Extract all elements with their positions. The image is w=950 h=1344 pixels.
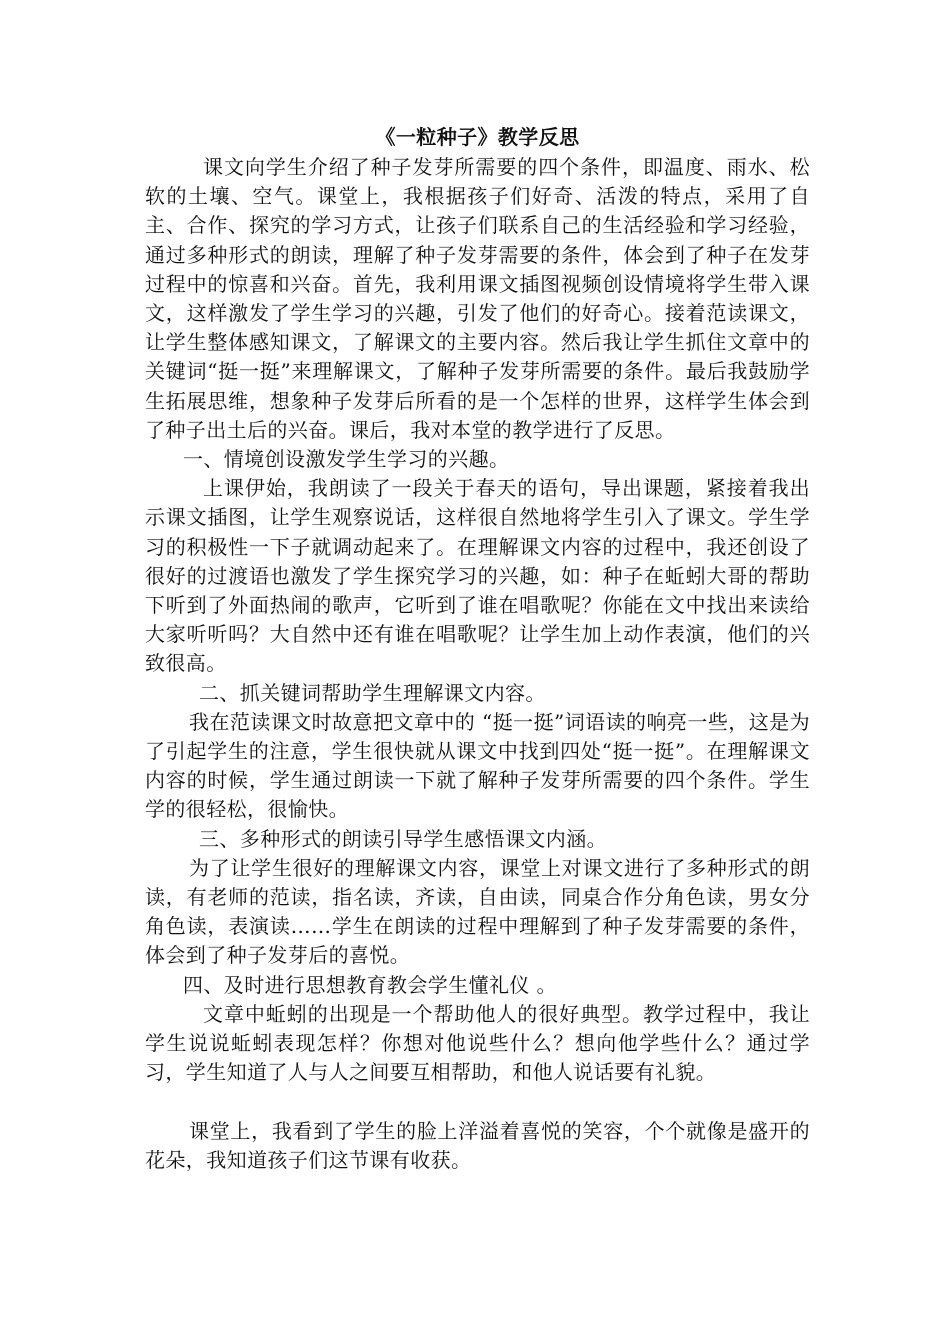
section-2-paragraph: 我在范读课文时故意把文章中的 “挺一挺”词语读的响亮一些，这是为了引起学生的注意，学生很快就从课文中找到四处“挺一挺”。在理解课文内容的时候，学生通过朗读一下就了解种子发芽所需要的四个条件。学生学的很轻松，很愉快。 xyxy=(145,709,810,822)
section-1-heading: 一、情境创设激发学生学习的兴趣。 xyxy=(183,447,510,472)
section-2-heading: 二、抓关键词帮助学生理解课文内容。 xyxy=(199,680,546,705)
section-4-heading: 四、及时进行思想教育教会学生懂礼仪 。 xyxy=(183,972,557,997)
document-title: 《一粒种子》教学反思 xyxy=(375,125,580,149)
section-4-paragraph: 文章中蚯蚓的出现是一个帮助他人的很好典型。教学过程中，我让学生说说蚯蚓表现怎样？你想对他说些什么？想向他学些什么？通过学习，学生知道了人与人之间要互相帮助，和他人说话要有礼貌。 xyxy=(145,1001,810,1085)
document-body xyxy=(145,122,810,1175)
conclusion-paragraph: 课堂上，我看到了学生的脸上洋溢着喜悦的笑容，个个就像是盛开的花朵，我知道孩子们这节课有收获。 xyxy=(145,1118,810,1172)
section-1-paragraph: 上课伊始，我朗读了一段关于春天的语句，导出课题，紧接着我出示课文插图，让学生观察说话，这样很自然地将学生引入了课文。学生学习的积极性一下子就调动起来了。在理解课文内容的过程中，我还创设了很好的过渡语也激发了学生探究学习的兴趣，如：种子在蚯蚓大哥的帮助下听到了外面热闹的歌声，它听到了谁在唱歌呢？你能在文中找出来读给大家听听吗？大自然中还有谁在唱歌呢？让学生加上动作表演，他们的兴致很高。 xyxy=(145,476,810,676)
section-3-paragraph: 为了让学生很好的理解课文内容，课堂上对课文进行了多种形式的朗读，有老师的范读，指名读，齐读，自由读，同桌合作分角色读，男女分角色读，表演读……学生在朗读的过程中理解到了种子发芽需要的条件，体会到了种子发芽后的喜悦。 xyxy=(145,855,810,968)
intro-paragraph: 课文向学生介绍了种子发芽所需要的四个条件，即温度、雨水、松软的土壤、空气。课堂上，我根据孩子们好奇、活泼的特点，采用了自主、合作、探究的学习方式，让孩子们联系自己的生活经验和学习经验，通过多种形式的朗读，理解了种子发芽需要的条件，体会到了种子在发芽过程中的惊喜和兴奋。首先，我利用课文插图视频创设情境将学生带入课文，这样激发了学生学习的兴趣，引发了他们的好奇心。接着范读课文，让学生整体感知课文，了解课文的主要内容。然后我让学生抓住文章中的关键词“挺一挺”来理解课文，了解种子发芽所需要的条件。最后我鼓励学生拓展思维，想象种子发芽后所看的是一个怎样的世界，这样学生体会到了种子出土后的兴奋。课后，我对本堂的教学进行了反思。 xyxy=(145,155,810,442)
blank-line xyxy=(145,1088,810,1117)
section-3-heading: 三、多种形式的朗读引导学生感悟课文内涵。 xyxy=(199,826,607,851)
